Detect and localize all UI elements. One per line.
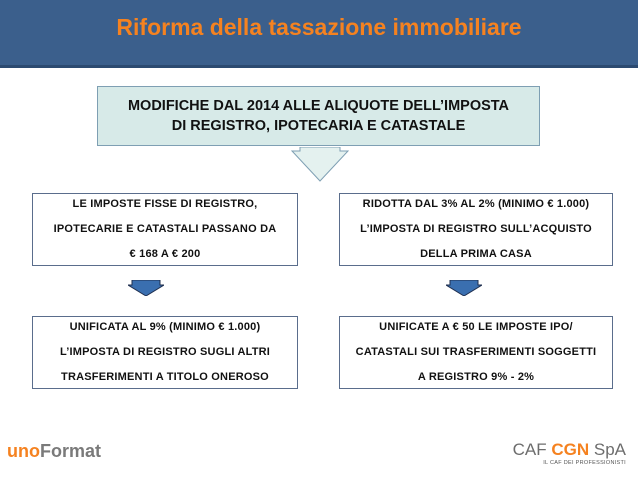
- other-transfers-text: UNIFICATA AL 9% (MINIMO € 1.000) L’IMPOSTA DI REGISTRO SUGLI ALTRI TRASFERIMENTI A TITOLO ONEROSO: [59, 321, 271, 383]
- other-transfers-box: [32, 316, 298, 389]
- summary-text: MODIFICHE DAL 2014 ALLE ALIQUOTE DELL’IMPOSTA DI REGISTRO, IPOTECARIA E CATASTALE: [127, 98, 510, 134]
- fixed-taxes-box: [32, 193, 298, 266]
- header-divider: [0, 65, 638, 68]
- header-bar: [0, 0, 638, 65]
- slide-title: Riforma della tassazione immobiliare: [116, 14, 522, 40]
- caf-cgn-logo: [513, 440, 626, 466]
- summary-box: [97, 86, 540, 146]
- logo-format-text: Format: [40, 441, 102, 461]
- fixed-taxes-text: LE IMPOSTE FISSE DI REGISTRO, IPOTECARIE E CATASTALI PASSANO DA € 168 A € 200: [53, 198, 277, 260]
- block-arrow-icon: [446, 280, 482, 296]
- logo-caf-text: CAF: [512, 440, 552, 459]
- first-home-box: [339, 193, 613, 266]
- block-arrow-icon: [128, 280, 164, 296]
- logo-cgn-text: CGN: [551, 440, 590, 459]
- logo-uno-text: uno: [7, 441, 40, 461]
- first-home-text: RIDOTTA DAL 3% AL 2% (MINIMO € 1.000) L’IMPOSTA DI REGISTRO SULL’ACQUISTO DELLA PRIMA CASA: [360, 198, 592, 260]
- ipo-cadastral-box: [339, 316, 613, 389]
- unoformat-logo: [7, 441, 101, 462]
- logo-tagline: IL CAF DEI PROFESSIONISTI: [543, 460, 626, 466]
- ipo-cadastral-text: UNIFICATE A € 50 LE IMPOSTE IPO/ CATASTALI SUI TRASFERIMENTI SOGGETTI A REGISTRO 9% - 2%: [355, 321, 597, 383]
- logo-spa-text: SpA: [589, 440, 626, 459]
- down-arrow-icon: [290, 147, 350, 183]
